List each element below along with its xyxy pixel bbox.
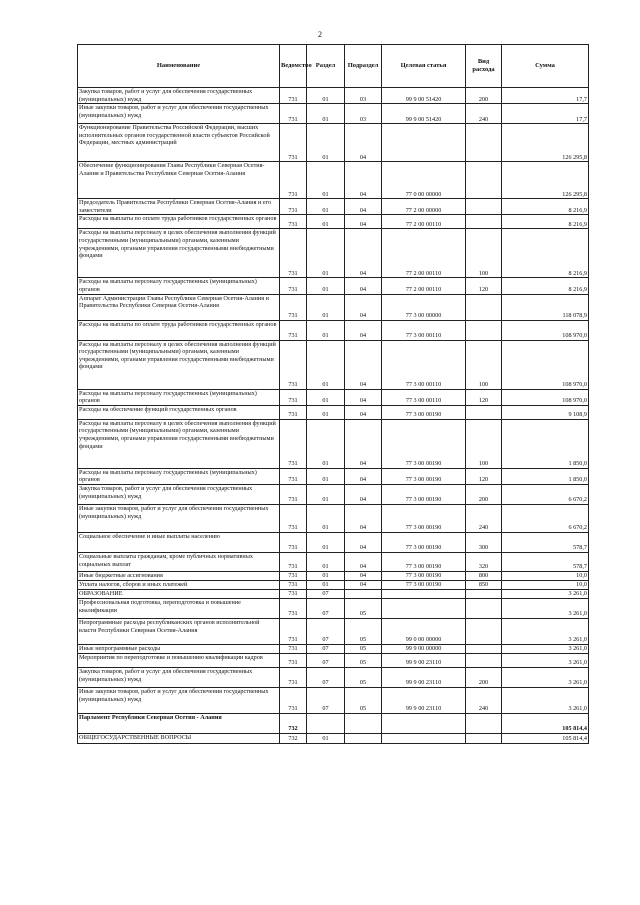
table-cell-sum: 108 970,0 xyxy=(502,389,589,405)
table-cell-ved: 731 xyxy=(280,653,307,667)
table-cell-ved: 731 xyxy=(280,468,307,484)
table-cell-target-article xyxy=(382,733,466,743)
table-row xyxy=(78,162,589,199)
header-target-article: Целевая статья xyxy=(382,45,466,88)
table-cell-name: Расходы на выплаты персоналу государственных (муниципальных) органов xyxy=(78,468,280,484)
table-cell-expense-type: 100 xyxy=(466,340,502,389)
table-cell-sum: 1 850,0 xyxy=(502,468,589,484)
table-cell-podrazdel: 03 xyxy=(345,104,382,124)
table-row xyxy=(78,199,589,215)
table-cell-sum: 8 216,9 xyxy=(502,215,589,229)
table-cell-ved: 731 xyxy=(280,294,307,320)
table-cell-name: Закупка товаров, работ и услуг для обеспечения государственных (муниципальных) нужд xyxy=(78,484,280,504)
table-cell-target-article: 77 3 00 00190 xyxy=(382,571,466,580)
table-cell-podrazdel: 04 xyxy=(345,215,382,229)
table-cell-expense-type xyxy=(466,653,502,667)
table-cell-podrazdel: 04 xyxy=(345,504,382,532)
table-cell-razdel: 01 xyxy=(307,580,345,589)
table-cell-sum: 126 295,8 xyxy=(502,162,589,199)
table-cell-ved: 731 xyxy=(280,88,307,104)
table-row xyxy=(78,484,589,504)
budget-table xyxy=(77,44,589,744)
table-cell-target-article: 77 3 00 00000 xyxy=(382,294,466,320)
table-cell-sum: 17,7 xyxy=(502,88,589,104)
table-cell-target-article xyxy=(382,713,466,733)
table-cell-razdel: 01 xyxy=(307,532,345,552)
table-cell-razdel: 01 xyxy=(307,162,345,199)
table-cell-target-article: 77 0 00 00000 xyxy=(382,162,466,199)
table-cell-ved: 732 xyxy=(280,733,307,743)
table-cell-target-article: 77 3 00 00190 xyxy=(382,405,466,419)
table-cell-podrazdel xyxy=(345,589,382,598)
table-cell-podrazdel: 04 xyxy=(345,532,382,552)
table-cell-razdel: 01 xyxy=(307,484,345,504)
table-cell-razdel: 01 xyxy=(307,229,345,278)
table-cell-name: Расходы на выплаты персоналу в целях обеспечения выполнения функций государственными (муниципальными) органами, казенными учреждениями, органами управления государственными внебюджетными фондами xyxy=(78,419,280,468)
table-row xyxy=(78,294,589,320)
table-cell-name: Мероприятия по переподготовке и повышению квалификации кадров xyxy=(78,653,280,667)
table-cell-ved: 731 xyxy=(280,552,307,571)
table-cell-expense-type xyxy=(466,644,502,653)
table-cell-razdel: 01 xyxy=(307,294,345,320)
header-podrazdel: Подраздел xyxy=(345,45,382,88)
table-cell-target-article: 77 2 00 00110 xyxy=(382,229,466,278)
table-cell-razdel: 07 xyxy=(307,589,345,598)
table-row xyxy=(78,653,589,667)
table-cell-name: Социальное обеспечение и иные выплаты населению xyxy=(78,532,280,552)
table-cell-name: Расходы на выплаты по оплате труда работников государственных органов xyxy=(78,320,280,340)
table-row xyxy=(78,532,589,552)
table-cell-podrazdel: 04 xyxy=(345,580,382,589)
table-cell-sum: 10,0 xyxy=(502,571,589,580)
table-cell-ved: 731 xyxy=(280,320,307,340)
table-cell-target-article xyxy=(382,589,466,598)
table-row xyxy=(78,589,589,598)
table-cell-ved: 731 xyxy=(280,618,307,644)
table-cell-target-article: 77 2 00 00110 xyxy=(382,215,466,229)
table-cell-expense-type: 300 xyxy=(466,532,502,552)
table-cell-name: ОБРАЗОВАНИЕ xyxy=(78,589,280,598)
table-cell-ved: 731 xyxy=(280,229,307,278)
table-cell-ved: 731 xyxy=(280,532,307,552)
table-cell-razdel xyxy=(307,713,345,733)
table-cell-ved: 731 xyxy=(280,389,307,405)
table-cell-target-article: 77 3 00 00190 xyxy=(382,552,466,571)
table-cell-razdel: 01 xyxy=(307,340,345,389)
table-cell-sum: 17,7 xyxy=(502,104,589,124)
table-cell-expense-type xyxy=(466,215,502,229)
table-cell-name: Расходы на выплаты персоналу в целях обеспечения выполнения функций государственными (муниципальными) органами, казенными учреждениями, органами управления государственными внебюджетными фондами xyxy=(78,340,280,389)
table-row xyxy=(78,278,589,294)
table-cell-name: Социальные выплаты гражданам, кроме публичных нормативных социальных выплат xyxy=(78,552,280,571)
table-row xyxy=(78,713,589,733)
table-cell-sum: 10,0 xyxy=(502,580,589,589)
table-cell-expense-type: 120 xyxy=(466,389,502,405)
table-cell-razdel: 01 xyxy=(307,88,345,104)
table-cell-razdel: 01 xyxy=(307,733,345,743)
table-cell-target-article: 99 9 00 23110 xyxy=(382,687,466,713)
table-cell-expense-type xyxy=(466,199,502,215)
table-cell-ved: 731 xyxy=(280,199,307,215)
table-row xyxy=(78,733,589,743)
table-cell-sum: 578,7 xyxy=(502,532,589,552)
table-cell-expense-type xyxy=(466,589,502,598)
table-row xyxy=(78,419,589,468)
table-cell-name: Расходы на обеспечение функций государственных органов xyxy=(78,405,280,419)
header-ved: Ведомство xyxy=(280,45,307,88)
table-header-row xyxy=(78,45,589,88)
table-row xyxy=(78,667,589,687)
table-cell-sum: 6 670,2 xyxy=(502,484,589,504)
table-cell-sum: 3 261,0 xyxy=(502,618,589,644)
table-cell-podrazdel: 05 xyxy=(345,598,382,618)
table-cell-name: Расходы на выплаты по оплате труда работников государственных органов xyxy=(78,215,280,229)
table-cell-podrazdel: 05 xyxy=(345,687,382,713)
table-cell-sum: 8 216,9 xyxy=(502,199,589,215)
table-cell-expense-type xyxy=(466,162,502,199)
table-cell-podrazdel: 05 xyxy=(345,653,382,667)
table-row xyxy=(78,320,589,340)
table-cell-name: Обеспечение функционирования Главы Республики Северная Осетия-Алания и Правительства Республики Северная Осетия-Алания xyxy=(78,162,280,199)
table-cell-ved: 731 xyxy=(280,278,307,294)
table-cell-razdel: 07 xyxy=(307,653,345,667)
table-cell-podrazdel: 04 xyxy=(345,199,382,215)
table-cell-podrazdel: 04 xyxy=(345,468,382,484)
table-cell-sum: 6 670,2 xyxy=(502,504,589,532)
table-cell-name: ОБЩЕГОСУДАРСТВЕННЫЕ ВОПРОСЫ xyxy=(78,733,280,743)
table-cell-target-article: 99 9 00 00000 xyxy=(382,644,466,653)
table-cell-expense-type xyxy=(466,294,502,320)
table-cell-ved: 731 xyxy=(280,104,307,124)
table-cell-sum: 8 216,9 xyxy=(502,278,589,294)
table-cell-podrazdel: 04 xyxy=(345,484,382,504)
table-cell-podrazdel: 04 xyxy=(345,340,382,389)
table-cell-target-article: 99 0 00 00000 xyxy=(382,618,466,644)
table-row xyxy=(78,580,589,589)
table-cell-expense-type: 850 xyxy=(466,580,502,589)
table-cell-sum: 3 261,0 xyxy=(502,667,589,687)
table-cell-razdel: 01 xyxy=(307,468,345,484)
table-row xyxy=(78,618,589,644)
table-cell-target-article: 99 9 00 23110 xyxy=(382,667,466,687)
table-cell-razdel: 01 xyxy=(307,552,345,571)
table-cell-expense-type: 200 xyxy=(466,484,502,504)
table-cell-name: Иные бюджетные ассигнования xyxy=(78,571,280,580)
table-cell-razdel: 01 xyxy=(307,571,345,580)
table-cell-sum: 3 261,0 xyxy=(502,589,589,598)
table-cell-expense-type: 240 xyxy=(466,687,502,713)
table-cell-target-article: 77 3 00 00190 xyxy=(382,580,466,589)
table-cell-target-article: 99 9 00 23110 xyxy=(382,653,466,667)
table-cell-sum: 8 216,9 xyxy=(502,229,589,278)
table-cell-expense-type: 200 xyxy=(466,667,502,687)
table-cell-podrazdel: 04 xyxy=(345,320,382,340)
table-cell-ved: 731 xyxy=(280,419,307,468)
table-cell-podrazdel: 04 xyxy=(345,124,382,162)
table-cell-ved: 731 xyxy=(280,162,307,199)
header-expense-type: Вид расхода xyxy=(466,45,502,88)
table-cell-podrazdel: 04 xyxy=(345,162,382,199)
table-cell-name: Иные непрограммные расходы xyxy=(78,644,280,653)
table-cell-target-article: 77 3 00 00190 xyxy=(382,504,466,532)
table-row xyxy=(78,229,589,278)
table-cell-ved: 731 xyxy=(280,667,307,687)
table-row xyxy=(78,504,589,532)
table-row xyxy=(78,571,589,580)
table-cell-sum: 118 078,9 xyxy=(502,294,589,320)
table-cell-podrazdel xyxy=(345,733,382,743)
table-cell-ved: 731 xyxy=(280,580,307,589)
table-row xyxy=(78,687,589,713)
table-cell-name: Уплата налогов, сборов и иных платежей xyxy=(78,580,280,589)
table-cell-razdel: 01 xyxy=(307,320,345,340)
table-cell-razdel: 07 xyxy=(307,667,345,687)
table-cell-razdel: 07 xyxy=(307,644,345,653)
table-row xyxy=(78,88,589,104)
table-cell-name: Закупка товаров, работ и услуг для обеспечения государственных (муниципальных) нужд xyxy=(78,667,280,687)
table-cell-razdel: 01 xyxy=(307,419,345,468)
header-razdel: Раздел xyxy=(307,45,345,88)
table-cell-razdel: 01 xyxy=(307,405,345,419)
table-cell-expense-type xyxy=(466,405,502,419)
table-cell-target-article: 99 9 00 51420 xyxy=(382,104,466,124)
table-cell-podrazdel: 03 xyxy=(345,88,382,104)
table-cell-razdel: 01 xyxy=(307,389,345,405)
table-cell-target-article: 77 2 00 00110 xyxy=(382,278,466,294)
table-cell-ved: 731 xyxy=(280,484,307,504)
header-sum: Сумма xyxy=(502,45,589,88)
table-cell-expense-type: 800 xyxy=(466,571,502,580)
table-cell-target-article: 77 3 00 00190 xyxy=(382,484,466,504)
table-cell-ved: 731 xyxy=(280,589,307,598)
table-cell-podrazdel xyxy=(345,713,382,733)
table-cell-expense-type: 240 xyxy=(466,104,502,124)
table-cell-podrazdel: 04 xyxy=(345,229,382,278)
table-cell-name: Парламент Республики Северная Осетия - Алания xyxy=(78,713,280,733)
table-cell-expense-type xyxy=(466,598,502,618)
table-cell-name: Аппарат Администрации Главы Республики Северная Осетия-Алания и Правительства Республики Северная Осетия-Алания xyxy=(78,294,280,320)
table-cell-razdel: 01 xyxy=(307,104,345,124)
table-cell-podrazdel: 05 xyxy=(345,667,382,687)
page-number: 2 xyxy=(318,30,322,39)
table-cell-razdel: 01 xyxy=(307,278,345,294)
table-cell-sum: 9 108,9 xyxy=(502,405,589,419)
table-cell-ved: 731 xyxy=(280,124,307,162)
table-cell-expense-type xyxy=(466,733,502,743)
table-cell-name: Расходы на выплаты персоналу в целях обеспечения выполнения функций государственными (муниципальными) органами, казенными учреждениями, органами управления государственными внебюджетными фондами xyxy=(78,229,280,278)
table-cell-expense-type: 200 xyxy=(466,88,502,104)
table-cell-podrazdel: 05 xyxy=(345,644,382,653)
table-cell-ved: 731 xyxy=(280,598,307,618)
table-cell-name: Расходы на выплаты персоналу государственных (муниципальных) органов xyxy=(78,278,280,294)
table-cell-sum: 1 850,0 xyxy=(502,419,589,468)
table-row xyxy=(78,215,589,229)
table-cell-ved: 731 xyxy=(280,340,307,389)
table-cell-name: Иные закупки товаров, работ и услуг для обеспечения государственных (муниципальных) нужд xyxy=(78,104,280,124)
table-cell-sum: 108 970,0 xyxy=(502,320,589,340)
table-cell-podrazdel: 04 xyxy=(345,552,382,571)
table-cell-podrazdel: 04 xyxy=(345,419,382,468)
table-cell-podrazdel: 04 xyxy=(345,278,382,294)
table-cell-razdel: 01 xyxy=(307,199,345,215)
table-cell-name: Председатель Правительства Республики Северная Осетия-Алания и его заместители xyxy=(78,199,280,215)
table-cell-razdel: 07 xyxy=(307,618,345,644)
table-cell-sum: 578,7 xyxy=(502,552,589,571)
table-cell-name: Иные закупки товаров, работ и услуг для обеспечения государственных (муниципальных) нужд xyxy=(78,504,280,532)
table-cell-podrazdel: 04 xyxy=(345,294,382,320)
table-cell-podrazdel: 04 xyxy=(345,571,382,580)
header-name: Наименование xyxy=(78,45,280,88)
table-cell-ved: 731 xyxy=(280,215,307,229)
table-cell-name: Расходы на выплаты персоналу государственных (муниципальных) органов xyxy=(78,389,280,405)
table-cell-ved: 731 xyxy=(280,687,307,713)
table-cell-name: Непрограммные расходы республиканских органов исполнительной власти Республики Северная Осетия-Алания xyxy=(78,618,280,644)
table-row xyxy=(78,340,589,389)
table-cell-ved: 732 xyxy=(280,713,307,733)
table-cell-expense-type xyxy=(466,618,502,644)
table-cell-expense-type: 100 xyxy=(466,229,502,278)
table-cell-name: Закупка товаров, работ и услуг для обеспечения государственных (муниципальных) нужд xyxy=(78,88,280,104)
table-cell-target-article: 77 2 00 00000 xyxy=(382,199,466,215)
table-cell-sum: 126 295,8 xyxy=(502,124,589,162)
table-cell-expense-type: 100 xyxy=(466,419,502,468)
table-cell-ved: 731 xyxy=(280,571,307,580)
table-cell-target-article: 77 3 00 00190 xyxy=(382,532,466,552)
table-cell-podrazdel: 04 xyxy=(345,405,382,419)
table-cell-podrazdel: 05 xyxy=(345,618,382,644)
table-cell-podrazdel: 04 xyxy=(345,389,382,405)
table-cell-sum: 3 261,0 xyxy=(502,598,589,618)
table-row xyxy=(78,644,589,653)
table-row xyxy=(78,468,589,484)
table-cell-razdel: 07 xyxy=(307,687,345,713)
table-cell-sum: 3 261,0 xyxy=(502,687,589,713)
table-cell-sum: 3 261,0 xyxy=(502,644,589,653)
table-cell-sum: 108 970,0 xyxy=(502,340,589,389)
table-cell-razdel: 01 xyxy=(307,504,345,532)
table-cell-target-article: 77 3 00 00190 xyxy=(382,419,466,468)
table-cell-target-article: 77 3 00 00190 xyxy=(382,468,466,484)
table-cell-name: Функционирование Правительства Российской Федерации, высших исполнительных органов государственной власти субъектов Российской Федерации, местных администраций xyxy=(78,124,280,162)
table-row xyxy=(78,552,589,571)
table-cell-ved: 731 xyxy=(280,504,307,532)
table-cell-target-article xyxy=(382,598,466,618)
table-cell-name: Иные закупки товаров, работ и услуг для обеспечения государственных (муниципальных) нужд xyxy=(78,687,280,713)
table-cell-ved: 731 xyxy=(280,405,307,419)
table-cell-razdel: 01 xyxy=(307,124,345,162)
table-row xyxy=(78,124,589,162)
table-cell-sum: 105 814,4 xyxy=(502,733,589,743)
table-row xyxy=(78,598,589,618)
table-cell-razdel: 01 xyxy=(307,215,345,229)
table-cell-expense-type: 240 xyxy=(466,504,502,532)
table-cell-expense-type xyxy=(466,713,502,733)
table-row xyxy=(78,389,589,405)
table-cell-target-article xyxy=(382,124,466,162)
table-row xyxy=(78,405,589,419)
table-cell-sum: 105 814,4 xyxy=(502,713,589,733)
table-cell-name: Профессиональная подготовка, переподготовка и повышение квалификации xyxy=(78,598,280,618)
table-cell-razdel: 07 xyxy=(307,598,345,618)
table-cell-expense-type: 120 xyxy=(466,278,502,294)
table-cell-target-article: 77 3 00 00110 xyxy=(382,340,466,389)
table-cell-expense-type: 120 xyxy=(466,468,502,484)
table-cell-target-article: 77 3 00 00110 xyxy=(382,389,466,405)
table-cell-target-article: 99 9 00 51420 xyxy=(382,88,466,104)
table-cell-expense-type xyxy=(466,320,502,340)
table-cell-sum: 3 261,0 xyxy=(502,653,589,667)
table-cell-expense-type xyxy=(466,124,502,162)
table-cell-ved: 731 xyxy=(280,644,307,653)
table-cell-expense-type: 320 xyxy=(466,552,502,571)
table-cell-target-article: 77 3 00 00110 xyxy=(382,320,466,340)
table-row xyxy=(78,104,589,124)
